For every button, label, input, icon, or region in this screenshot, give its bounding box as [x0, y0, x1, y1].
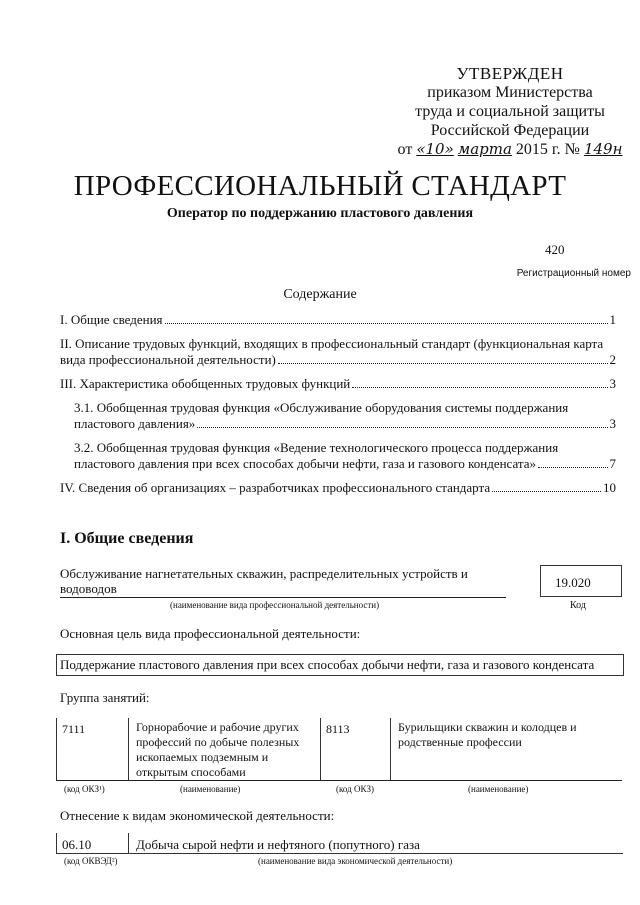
okz-caption: (код ОКЗ) — [336, 784, 374, 794]
document-subtitle: Оператор по поддержанию пластового давления — [166, 206, 474, 221]
okved-code: 06.10 — [62, 837, 92, 852]
table-of-contents — [60, 312, 616, 504]
approval-line-3: Российской Федерации — [430, 122, 590, 139]
okz-caption: (код ОКЗ¹) — [64, 784, 105, 794]
okved-caption: (код ОКВЭД²) — [64, 856, 118, 866]
goal-text: Поддержание пластового давления при всех способах добычи нефти, газа и газового конденсата — [60, 657, 595, 672]
name-caption: (наименование) — [180, 784, 241, 794]
registration-number: 420 — [545, 242, 565, 257]
okved-name-caption: (наименование вида экономической деятельности) — [258, 856, 453, 866]
approval-year: 2015 г. № — [515, 141, 580, 158]
approval-heading: УТВЕРЖДЕН — [456, 64, 564, 83]
goal-label: Основная цель вида профессиональной деятельности: — [60, 626, 361, 641]
approval-day: «10» — [416, 140, 454, 158]
activity-name: Обслуживание нагнетательных скважин, распределительных устройств и водоводов — [60, 566, 468, 596]
name-caption: (наименование) — [468, 784, 529, 794]
approval-block — [390, 64, 630, 159]
document-title: ПРОФЕССИОНАЛЬНЫЙ СТАНДАРТ — [73, 170, 567, 202]
approval-line-2: труда и социальной защиты — [415, 103, 605, 120]
section-heading: I. Общие сведения — [60, 530, 194, 547]
registration-label: Регистрационный номер — [516, 268, 631, 279]
group-code: 8113 — [326, 722, 350, 736]
toc-item[interactable]: IV. Сведения об организациях – разработчиках профессионального стандарта 10 — [60, 480, 616, 495]
group-name: Горнорабочие и рабочие других профессий по добыче полезных ископаемых подземным и открытым способами — [136, 720, 300, 779]
group-code: 7111 — [62, 722, 86, 736]
toc-item[interactable]: II. Описание трудовых функций, входящих в профессиональный стандарт (функциональная карта вида профессиональной деятельности) 2 — [60, 336, 616, 367]
code-caption: Код — [570, 600, 586, 611]
okved-label: Отнесение к видам экономической деятельности: — [60, 808, 335, 823]
toc-title: Содержание — [283, 287, 357, 302]
approval-from: от — [397, 141, 413, 158]
approval-order-line — [390, 140, 630, 159]
toc-item[interactable]: III. Характеристика обобщенных трудовых функций 3 — [60, 376, 616, 391]
approval-line-1: приказом Министерства — [427, 84, 593, 101]
toc-item[interactable]: I. Общие сведения 1 — [60, 312, 616, 327]
activity-underline — [60, 597, 506, 598]
approval-number: 149н — [583, 140, 623, 158]
activity-caption: (наименование вида профессиональной деятельности) — [170, 600, 380, 610]
toc-item[interactable]: 3.2. Обобщенная трудовая функция «Ведение технологического процесса поддержания пластового давления при всех способах добычи нефти, газа и газового конденсата» 7 — [74, 440, 616, 471]
group-label: Группа занятий: — [60, 690, 150, 705]
approval-month: марта — [457, 140, 512, 158]
toc-item[interactable]: 3.1. Обобщенная трудовая функция «Обслуживание оборудования системы поддержания пластового давления» 3 — [74, 400, 616, 431]
group-name: Бурильщики скважин и колодцев и родственные профессии — [398, 720, 577, 749]
okved-name: Добыча сырой нефти и нефтяного (попутного) газа — [136, 837, 420, 852]
activity-code: 19.020 — [555, 575, 591, 590]
